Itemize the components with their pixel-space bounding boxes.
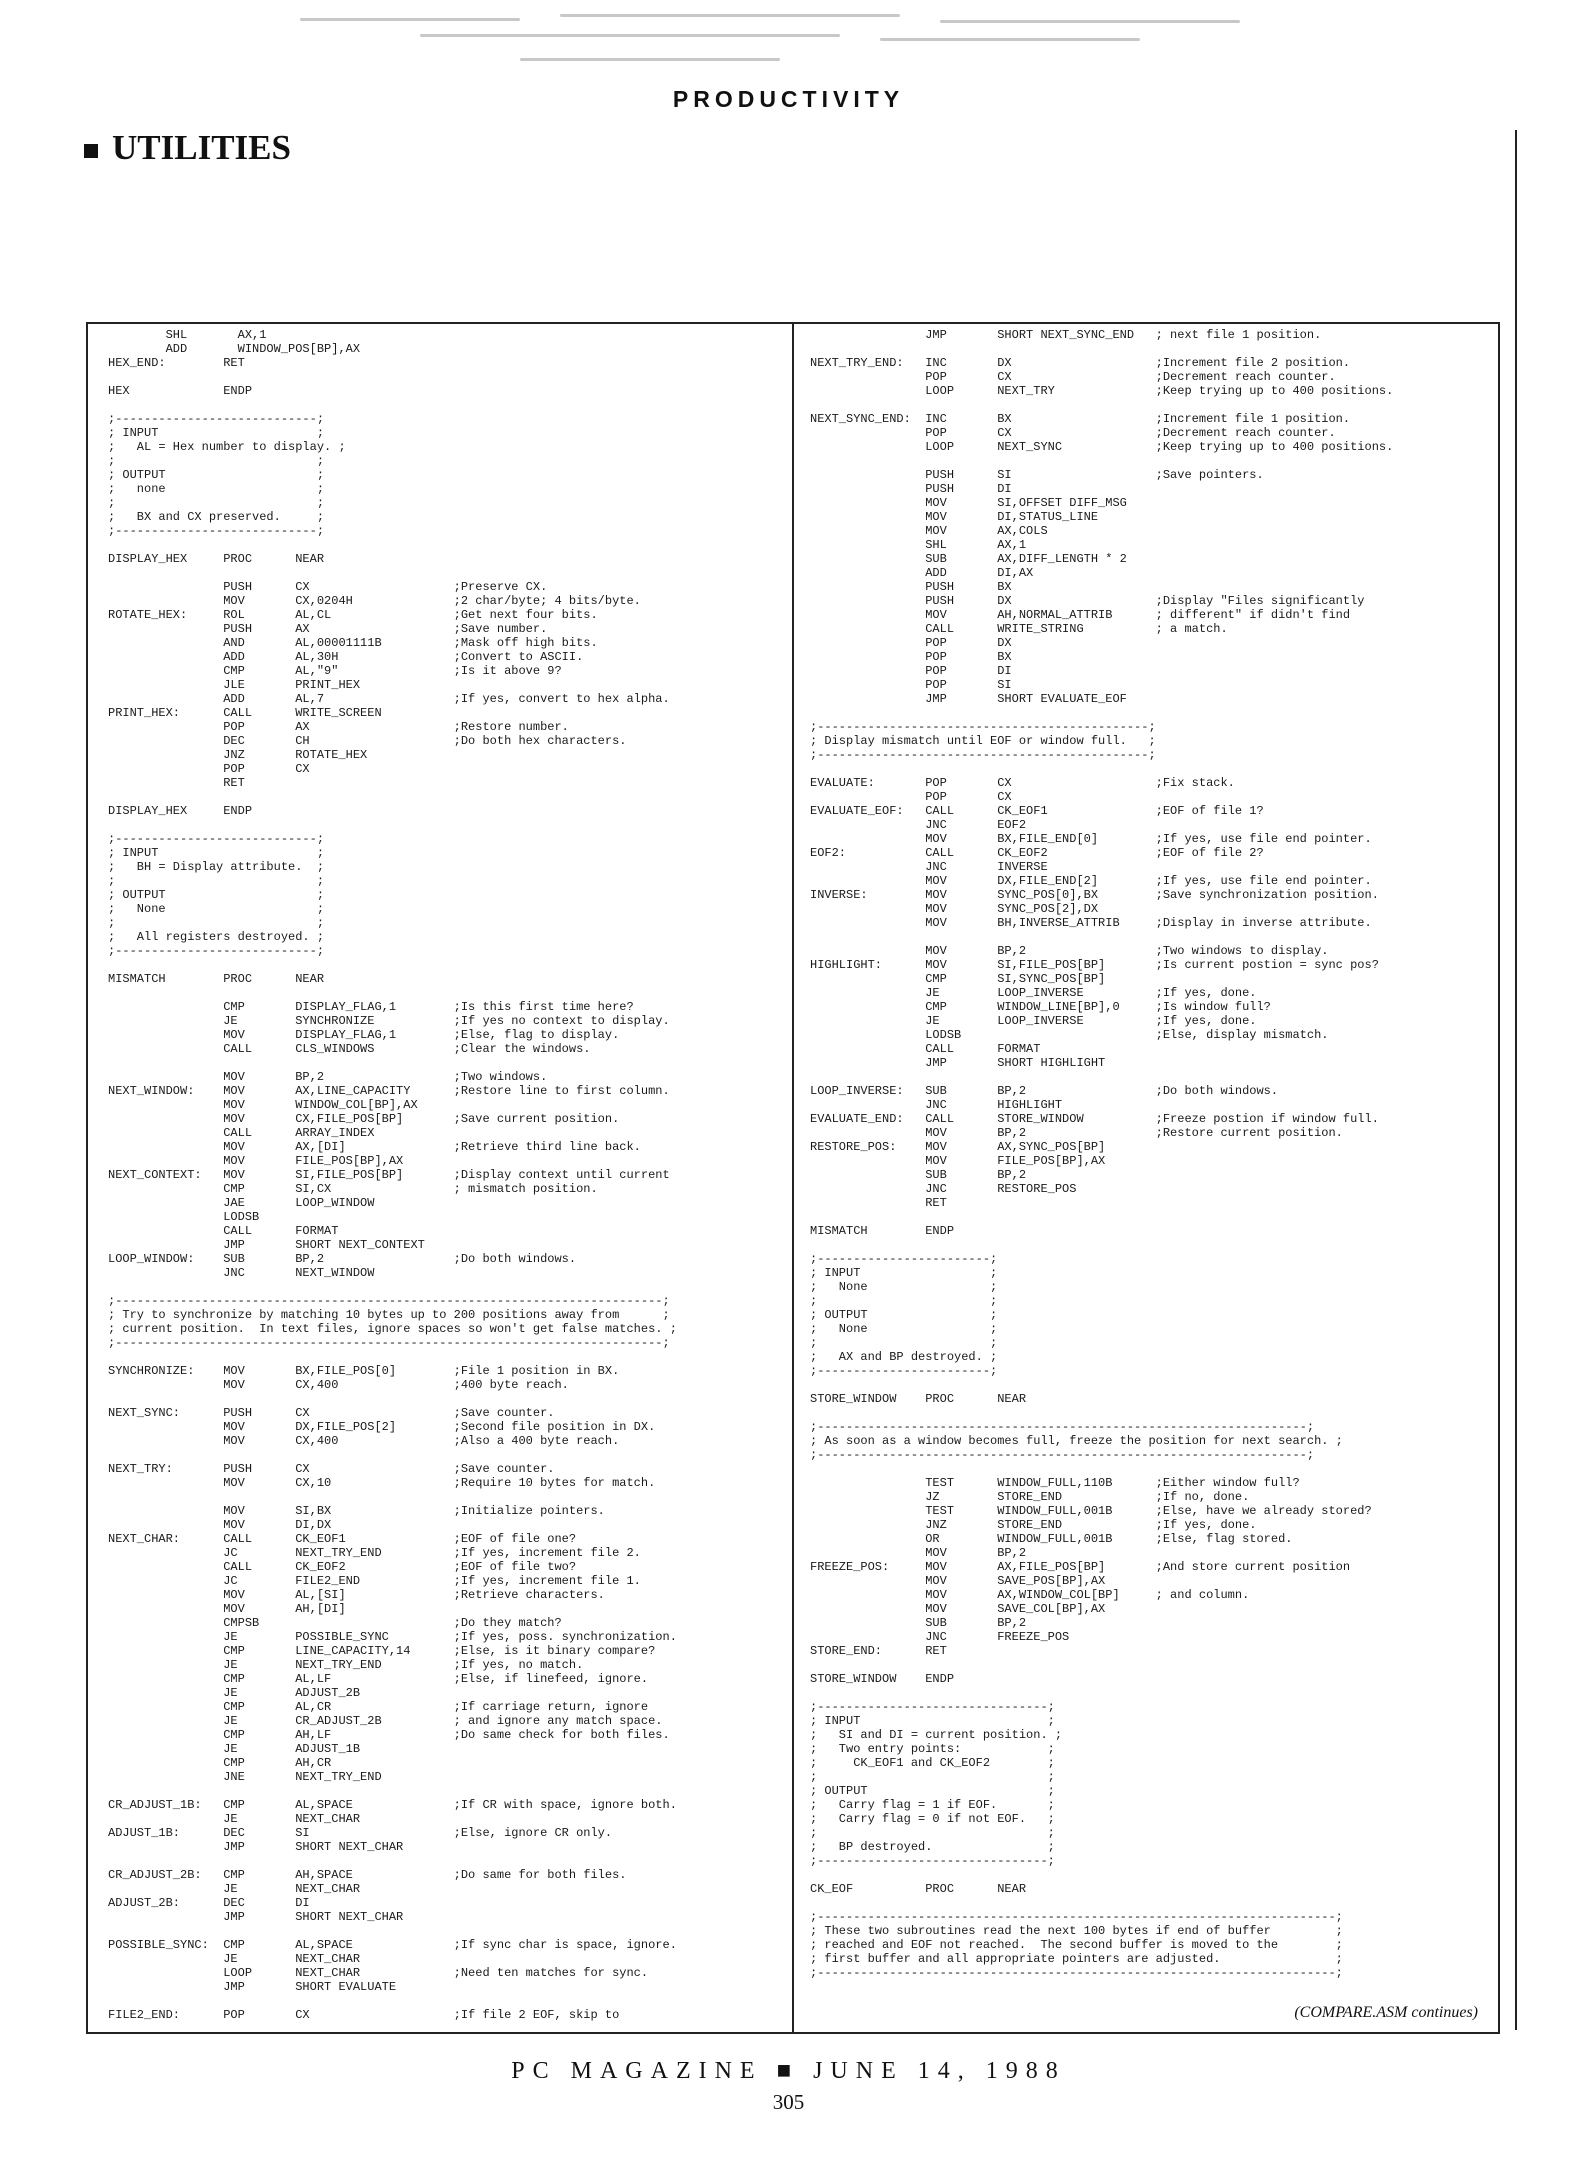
continued-label: (COMPARE.ASM continues) xyxy=(1294,2004,1478,2021)
square-bullet-icon xyxy=(84,144,98,158)
section-title xyxy=(84,128,291,168)
page-number: 305 xyxy=(772,2090,805,2114)
code-listing-right-column: JMP SHORT NEXT_SYNC_END ; next file 1 position. NEXT_TRY_END: INC DX ;Increment file 2 position. POP CX ;Decrement reach counter. LOOP NEXT_TRY ;Keep trying up to 400 positions. NEXT_SYNC_END: INC BX ;Increment file 1 position. POP CX ;Decrement reach counter. LOOP NEXT_SYNC ;Keep trying up to 400 positions. PUSH SI ;Save pointers. PUSH DI MOV SI,OFFSET DIFF_MSG MOV DI,STATUS_LINE MOV AX,COLS SHL AX,1 SUB AX,DIFF_LENGTH * 2 ADD DI,AX PUSH BX PUSH DX ;Display "Files significantly MOV AH,NORMAL_ATTRIB ; different" if didn't find CALL WRITE_STRING ; a match. POP DX POP BX POP DI POP SI JMP SHORT EVALUATE_EOF ;----------------------------------------------; ; Display mismatch until EOF or window full. ; ;----------------------------------------------; EVALUATE: POP CX ;Fix stack. POP CX EVALUATE_EOF: CALL CK_EOF1 ;EOF of file 1? JNC EOF2 MOV BX,FILE_END[0] ;If yes, use file end pointer. EOF2: CALL CK_EOF2 ;EOF of file 2? JNC INVERSE MOV DX,FILE_END[2] ;If yes, use file end pointer. INVERSE: MOV SYNC_POS[0],BX ;Save synchronization position. MOV SYNC_POS[2],DX MOV BH,INVERSE_ATTRIB ;Display in inverse attribute. MOV BP,2 ;Two windows to display. HIGHLIGHT: MOV SI,FILE_POS[BP] ;Is current postion = sync pos? CMP SI,SYNC_POS[BP] JE LOOP_INVERSE ;If yes, done. CMP WINDOW_LINE[BP],0 ;Is window full? JE LOOP_INVERSE ;If yes, done. LODSB ;Else, display mismatch. CALL FORMAT JMP SHORT HIGHLIGHT LOOP_INVERSE: SUB BP,2 ;Do both windows. JNC HIGHLIGHT EVALUATE_END: CALL STORE_WINDOW ;Freeze postion if window full. MOV BP,2 ;Restore current position. RESTORE_POS: MOV AX,SYNC_POS[BP] MOV FILE_POS[BP],AX SUB BP,2 JNC RESTORE_POS RET MISMATCH ENDP ;------------------------; ; INPUT ; ; None ; ; ; ; OUTPUT ; ; None ; ; ; ; AX and BP destroyed. ; ;------------------------; STORE_WINDOW PROC NEAR ;--------------------------------------------------------------------; ; As soon as a window becomes full, freeze the position for next search. ; ;--------------------------------------------------------------------; TEST WINDOW_FULL,110B ;Either window full? JZ STORE_END ;If no, done. TEST WINDOW_FULL,001B ;Else, have we already stored? JNZ STORE_END ;If yes, done. OR WINDOW_FULL,001B ;Else, flag stored. MOV BP,2 FREEZE_POS: MOV AX,FILE_POS[BP] ;And store current position MOV SAVE_POS[BP],AX MOV AX,WINDOW_COL[BP] ; and column. MOV SAVE_COL[BP],AX SUB BP,2 JNC FREEZE_POS STORE_END: RET STORE_WINDOW ENDP ;--------------------------------; ; INPUT ; ; SI and DI = current position. ; ; Two entry points: ; ; CK_EOF1 and CK_EOF2 ; ; ; ; OUTPUT ; ; Carry flag = 1 if EOF. ; ; Carry flag = 0 if not EOF. ; ; ; ; BP destroyed. ; ;--------------------------------; CK_EOF PROC NEAR ;------------------------------------------------------------------------; ; These two subroutines read the next 100 bytes if end of buffer ; ; reached and EOF not reached. The second buffer is moved to the ; ; first buffer and all appropriate pointers are adjusted. ; ;------------------------------------------------------------------------; xyxy=(810,328,1394,1980)
section-title-text: UTILITIES xyxy=(112,128,291,167)
page-rule xyxy=(1515,130,1517,2030)
code-listing-frame xyxy=(86,322,1500,2034)
column-divider xyxy=(792,324,794,2032)
section-header: PRODUCTIVITY xyxy=(672,86,905,112)
footer-magazine: PC MAGAZINE ■ JUNE 14, 1988 xyxy=(511,2058,1066,2084)
code-listing-left-column: SHL AX,1 ADD WINDOW_POS[BP],AX HEX_END: RET HEX ENDP ;----------------------------; ; INPUT ; ; AL = Hex number to display. ; ; ; ; OUTPUT ; ; none ; ; ; ; BX and CX preserved. ; ;----------------------------; DISPLAY_HEX PROC NEAR PUSH CX ;Preserve CX. MOV CX,0204H ;2 char/byte; 4 bits/byte. ROTATE_HEX: ROL AL,CL ;Get next four bits. PUSH AX ;Save number. AND AL,00001111B ;Mask off high bits. ADD AL,30H ;Convert to ASCII. CMP AL,"9" ;Is it above 9? JLE PRINT_HEX ADD AL,7 ;If yes, convert to hex alpha. PRINT_HEX: CALL WRITE_SCREEN POP AX ;Restore number. DEC CH ;Do both hex characters. JNZ ROTATE_HEX POP CX RET DISPLAY_HEX ENDP ;----------------------------; ; INPUT ; ; BH = Display attribute. ; ; ; ; OUTPUT ; ; None ; ; ; ; All registers destroyed. ; ;----------------------------; MISMATCH PROC NEAR CMP DISPLAY_FLAG,1 ;Is this first time here? JE SYNCHRONIZE ;If yes no context to display. MOV DISPLAY_FLAG,1 ;Else, flag to display. CALL CLS_WINDOWS ;Clear the windows. MOV BP,2 ;Two windows. NEXT_WINDOW: MOV AX,LINE_CAPACITY ;Restore line to first column. MOV WINDOW_COL[BP],AX MOV CX,FILE_POS[BP] ;Save current position. CALL ARRAY_INDEX MOV AX,[DI] ;Retrieve third line back. MOV FILE_POS[BP],AX NEXT_CONTEXT: MOV SI,FILE_POS[BP] ;Display context until current CMP SI,CX ; mismatch position. JAE LOOP_WINDOW LODSB CALL FORMAT JMP SHORT NEXT_CONTEXT LOOP_WINDOW: SUB BP,2 ;Do both windows. JNC NEXT_WINDOW ;----------------------------------------------------------------------------; ; Try to synchronize by matching 10 bytes up to 200 positions away from ; ; current position. In text files, ignore spaces so won't get false matches. ; ;----------------------------------------------------------------------------; SYNCHRONIZE: MOV BX,FILE_POS[0] ;File 1 position in BX. MOV CX,400 ;400 byte reach. NEXT_SYNC: PUSH CX ;Save counter. MOV DX,FILE_POS[2] ;Second file position in DX. MOV CX,400 ;Also a 400 byte reach. NEXT_TRY: PUSH CX ;Save counter. MOV CX,10 ;Require 10 bytes for match. MOV SI,BX ;Initialize pointers. MOV DI,DX NEXT_CHAR: CALL CK_EOF1 ;EOF of file one? JC NEXT_TRY_END ;If yes, increment file 2. CALL CK_EOF2 ;EOF of file two? JC FILE2_END ;If yes, increment file 1. MOV AL,[SI] ;Retrieve characters. MOV AH,[DI] CMPSB ;Do they match? JE POSSIBLE_SYNC ;If yes, poss. synchronization. CMP LINE_CAPACITY,14 ;Else, is it binary compare? JE NEXT_TRY_END ;If yes, no match. CMP AL,LF ;Else, if linefeed, ignore. JE ADJUST_2B CMP AL,CR ;If carriage return, ignore JE CR_ADJUST_2B ; and ignore any match space. CMP AH,LF ;Do same check for both files. JE ADJUST_1B CMP AH,CR JNE NEXT_TRY_END CR_ADJUST_1B: CMP AL,SPACE ;If CR with space, ignore both. JE NEXT_CHAR ADJUST_1B: DEC SI ;Else, ignore CR only. JMP SHORT NEXT_CHAR CR_ADJUST_2B: CMP AH,SPACE ;Do same for both files. JE NEXT_CHAR ADJUST_2B: DEC DI JMP SHORT NEXT_CHAR POSSIBLE_SYNC: CMP AL,SPACE ;If sync char is space, ignore. JE NEXT_CHAR LOOP NEXT_CHAR ;Need ten matches for sync. JMP SHORT EVALUATE FILE2_END: POP CX ;If file 2 EOF, skip to xyxy=(108,328,677,2022)
scan-noise xyxy=(300,8,1300,78)
